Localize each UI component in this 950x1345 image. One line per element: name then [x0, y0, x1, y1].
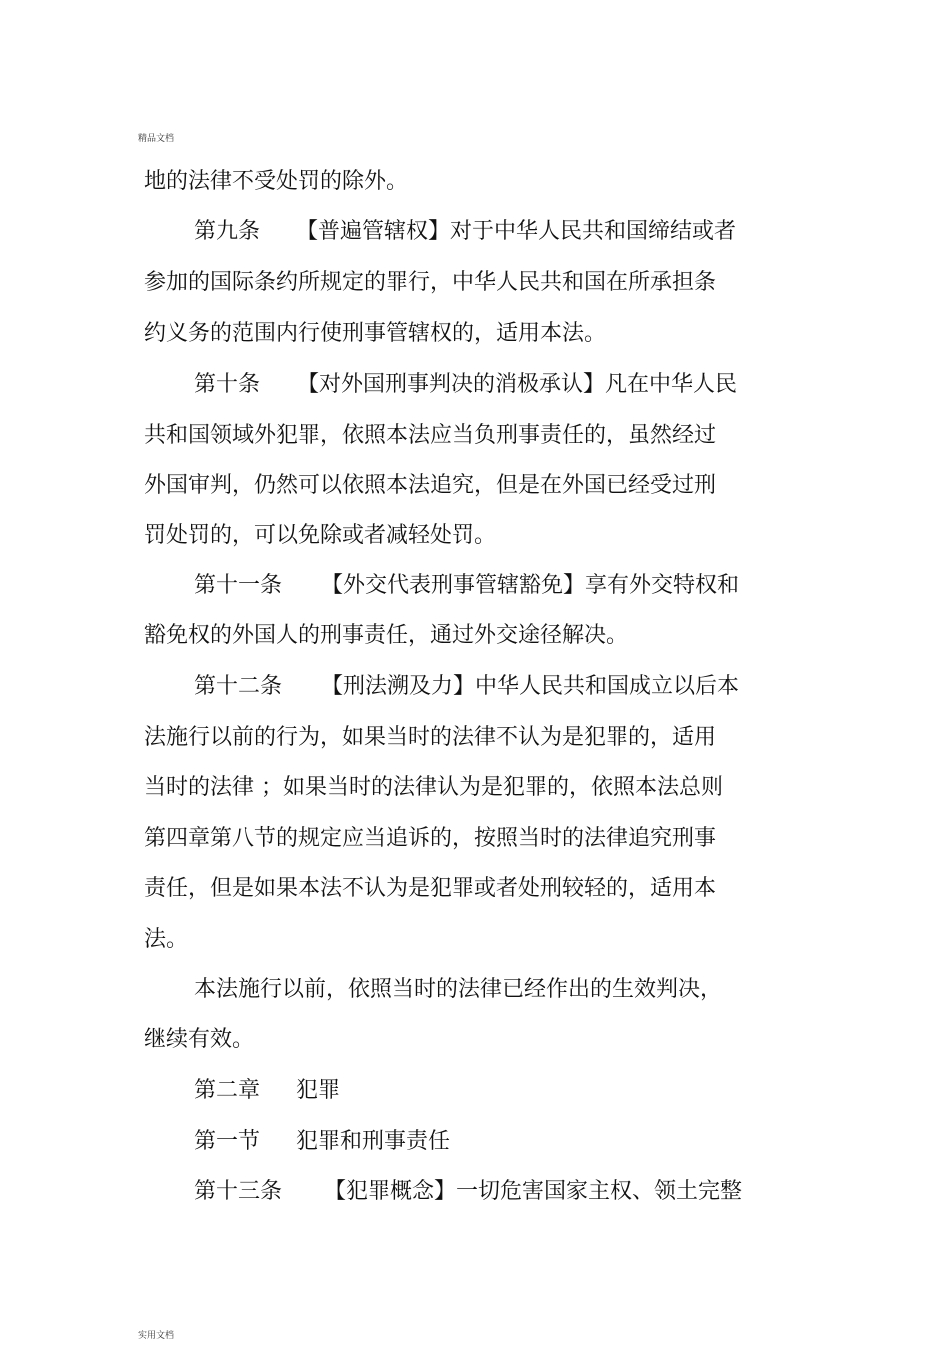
section-number: 第一节	[194, 1129, 261, 1154]
article-12-line	[194, 671, 950, 703]
article-text: 【犯罪概念】一切危害国家主权、领土完整	[324, 1179, 743, 1204]
chapter-title: 犯罪	[296, 1078, 341, 1103]
text-line: 约义务的范围内行使刑事管辖权的，适用本法。	[144, 321, 607, 346]
article-number: 第十一条	[194, 573, 283, 598]
article-11-line	[194, 570, 950, 602]
article-number: 第十二条	[194, 674, 283, 699]
article-number: 第十三条	[194, 1179, 283, 1204]
section-heading	[194, 1126, 950, 1158]
text-line: 第四章第八节的规定应当追诉的，按照当时的法律追究刑事	[144, 826, 717, 851]
article-text: 【普遍管辖权】对于中华人民共和国缔结或者	[296, 219, 737, 244]
text-line: 责任，但是如果本法不认为是犯罪或者处刑较轻的，适用本	[144, 876, 717, 901]
text-line: 当时的法律 ；如果当时的法律认为是犯罪的，依照本法总则	[144, 775, 723, 800]
article-text: 【外交代表刑事管辖豁免】享有外交特权和	[321, 573, 740, 598]
text-line: 地的法律不受处罚的除外。	[144, 169, 409, 194]
article-number: 第十条	[194, 372, 261, 397]
article-number: 第九条	[194, 219, 261, 244]
text-line: 本法施行以前，依照当时的法律已经作出的生效判决，	[194, 977, 723, 1002]
article-13-line	[194, 1176, 950, 1208]
text-line: 罚处罚的，可以免除或者减轻处罚。	[144, 523, 497, 548]
article-9-line	[194, 216, 950, 248]
chapter-number: 第二章	[194, 1078, 261, 1103]
text-line: 继续有效。	[144, 1027, 255, 1052]
text-line: 法施行以前的行为，如果当时的法律不认为是犯罪的，适用	[144, 725, 717, 750]
article-10-line	[194, 369, 950, 401]
article-text: 【刑法溯及力】中华人民共和国成立以后本	[321, 674, 740, 699]
section-title: 犯罪和刑事责任	[296, 1129, 451, 1154]
article-text: 【对外国刑事判决的消极承认】凡在中华人民	[297, 372, 738, 397]
text-line: 法。	[144, 927, 189, 952]
text-line: 共和国领域外犯罪，依照本法应当负刑事责任的，虽然经过	[144, 423, 717, 448]
text-line: 参加的国际条约所规定的罪行，中华人民共和国在所承担条	[144, 270, 717, 295]
page-header-label: 精品文档	[138, 134, 175, 144]
chapter-heading	[194, 1075, 950, 1107]
page-footer-label: 实用文档	[138, 1331, 175, 1341]
text-line: 外国审判，仍然可以依照本法追究，但是在外国已经受过刑	[144, 473, 717, 498]
text-line: 豁免权的外国人的刑事责任，通过外交途径解决。	[144, 623, 629, 648]
